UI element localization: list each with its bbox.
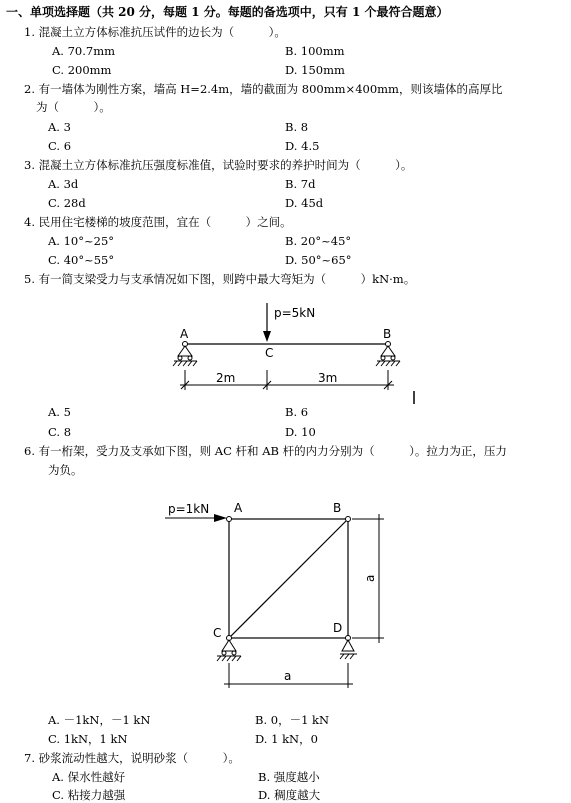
question-1-option-a: A. 70.7mm <box>52 44 116 58</box>
truss-right-support <box>340 640 357 659</box>
question-6-stem-continued: 为负。 <box>48 463 83 477</box>
beam-point-c: C <box>265 346 274 360</box>
question-5-option-d: D. 10 <box>285 425 316 439</box>
question-6-option-d: D. 1 kN，0 <box>255 732 318 746</box>
question-3-option-a: A. 3d <box>48 177 79 191</box>
beam-dim-left: 2m <box>216 371 236 385</box>
truss-load-label: p=1kN <box>168 502 210 516</box>
question-3-option-d: D. 45d <box>285 196 324 210</box>
truss-bottom-dim-label: a <box>284 669 292 683</box>
truss-members <box>229 519 348 638</box>
question-1-option-c: C. 200mm <box>52 63 112 77</box>
truss-side-dim-label: a <box>363 574 377 582</box>
question-2-option-c: C. 6 <box>48 139 72 153</box>
question-5-option-c: C. 8 <box>48 425 72 439</box>
question-2-option-b: B. 8 <box>285 120 309 134</box>
beam-dim-right: 3m <box>318 371 338 385</box>
question-1-option-d: D. 150mm <box>285 63 345 77</box>
question-3-option-c: C. 28d <box>48 196 86 210</box>
question-7-option-b: B. 强度越小 <box>258 770 320 784</box>
question-7-option-d: D. 稠度越大 <box>258 788 321 802</box>
truss-node-c: C <box>213 626 222 640</box>
question-5-option-a: A. 5 <box>48 405 71 419</box>
truss-node-b: B <box>333 501 342 515</box>
question-4-option-c: C. 40°~55° <box>48 253 115 267</box>
truss-node-d: D <box>333 621 343 635</box>
question-6-option-a: A. －1kN，－1 kN <box>48 713 151 727</box>
question-3-option-b: B. 7d <box>285 177 316 191</box>
question-1-option-b: B. 100mm <box>285 44 345 58</box>
question-1-stem: 1. 混凝土立方体标准抗压试件的边长为（ ）。 <box>24 25 286 39</box>
section-title: 一、单项选择题（共 20 分，每题 1 分。每题的备选项中，只有 1 个最符合题意） <box>6 5 449 19</box>
question-2-option-d: D. 4.5 <box>285 139 320 153</box>
beam-point-b: B <box>383 327 392 341</box>
question-4-stem: 4. 民用住宅楼梯的坡度范围，宜在（ ）之间。 <box>24 215 292 229</box>
question-7-option-c: C. 粘接力越强 <box>52 788 126 802</box>
question-2-option-a: A. 3 <box>48 120 71 134</box>
beam-load-label: p=5kN <box>274 306 316 320</box>
question-6-option-b: B. 0，－1 kN <box>255 713 330 727</box>
question-5-stem: 5. 有一简支梁受力与支承情况如下图，则跨中最大弯矩为（ ）kN·m。 <box>24 272 416 286</box>
question-4-option-d: D. 50°~65° <box>285 253 352 267</box>
truss-node-a: A <box>234 501 243 515</box>
question-6-option-c: C. 1kN，1 kN <box>48 732 128 746</box>
question-3-stem: 3. 混凝土立方体标准抗压强度标准值，试验时要求的养护时间为（ ）。 <box>24 158 413 172</box>
question-4-option-a: A. 10°~25° <box>48 234 115 248</box>
question-7-stem: 7. 砂浆流动性越大，说明砂浆（ ）。 <box>24 751 240 765</box>
truss-left-support <box>217 640 241 661</box>
question-4-option-b: B. 20°~45° <box>285 234 352 248</box>
question-6-stem: 6. 有一桁架，受力及支承如下图，则 AC 杆和 AB 杆的内力分别为（ ）。拉力为正，压力 <box>24 444 507 458</box>
beam-point-a: A <box>180 327 189 341</box>
question-2-stem: 2. 有一墙体为刚性方案，墙高 H=2.4m，墙的截面为 800mm×400mm，则该墙体的高厚比 <box>24 82 503 96</box>
question-5-option-b: B. 6 <box>285 405 309 419</box>
question-7-option-a: A. 保水性越好 <box>52 770 126 784</box>
question-2-stem-continued: 为（ ）。 <box>36 100 111 114</box>
